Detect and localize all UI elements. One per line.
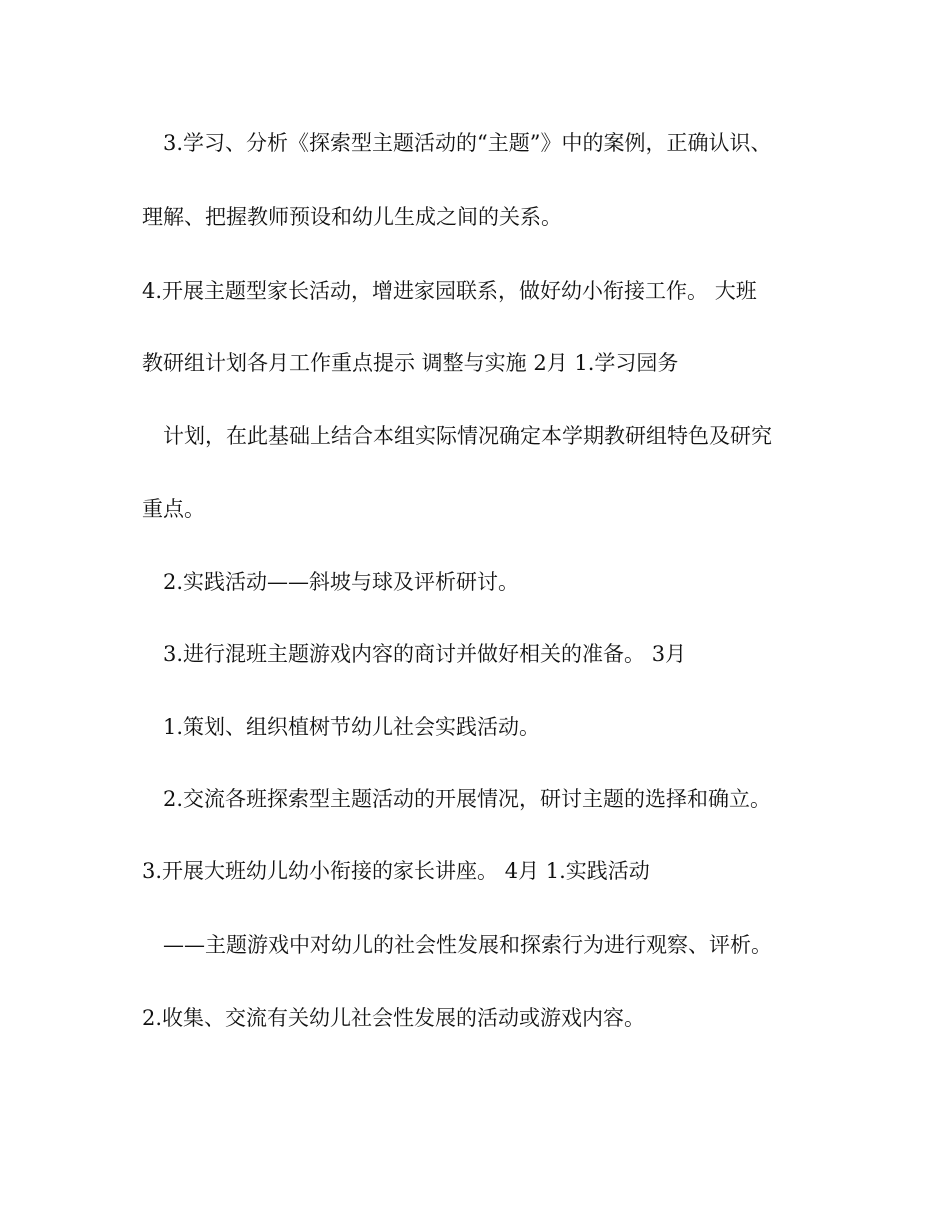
paragraph-line: 2.收集、交流有关幼儿社会性发展的活动或游戏内容。 [142,1006,646,1030]
paragraph-line: 1.策划、组织植树节幼儿社会实践活动。 [163,715,541,739]
paragraph-line: 教研组计划各月工作重点提示 调整与实施 2月 1.学习园务 [142,351,679,375]
paragraph-line: 理解、把握教师预设和幼儿生成之间的关系。 [142,205,562,229]
paragraph-line: 3.学习、分析《探索型主题活动的“主题”》中的案例，正确认识、 [163,131,772,155]
paragraph-line: 2.交流各班探索型主题活动的开展情况，研讨主题的选择和确立。 [163,787,772,811]
paragraph-line: 3.进行混班主题游戏内容的商讨并做好相关的准备。 3月 [163,642,687,666]
paragraph-line: ——主题游戏中对幼儿的社会性发展和探索行为进行观察、评析。 [163,933,772,957]
paragraph-line: 2.实践活动——斜坡与球及评析研讨。 [163,570,520,594]
paragraph-line: 3.开展大班幼儿幼小衔接的家长讲座。 4月 1.实践活动 [142,859,650,883]
paragraph-line: 重点。 [142,497,205,521]
paragraph-line: 4.开展主题型家长活动，增进家园联系，做好幼小衔接工作。 大班 [142,279,757,303]
paragraph-line: 计划，在此基础上结合本组实际情况确定本学期教研组特色及研究 [163,424,772,448]
